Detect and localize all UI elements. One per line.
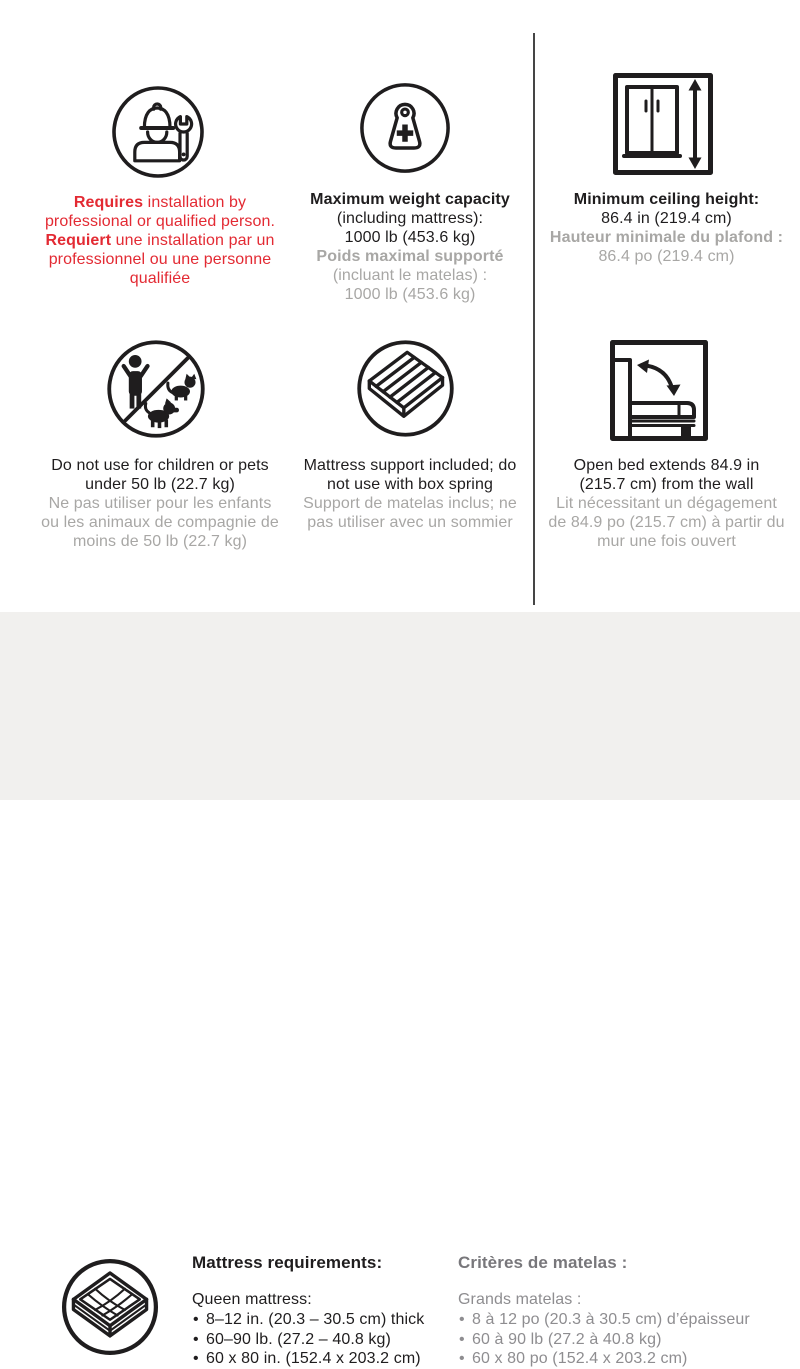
text-line: (incluant le matelas) : bbox=[332, 267, 488, 284]
ceiling-height-en bbox=[535, 190, 798, 228]
text-line: Lit nécessitant un dégagement bbox=[556, 495, 777, 512]
weight-icon bbox=[358, 81, 452, 175]
open-bed-text bbox=[535, 456, 798, 551]
weight-capacity-fr bbox=[285, 247, 535, 304]
text-line: not use with box spring bbox=[327, 476, 493, 493]
installer-icon bbox=[110, 84, 206, 180]
text-line: under 50 lb (22.7 kg) bbox=[85, 476, 235, 493]
mattress-requirements-bullets-en bbox=[192, 1310, 452, 1369]
text-line: Requires installation by bbox=[73, 194, 247, 211]
text-line: Do not use for children or pets bbox=[51, 457, 269, 474]
mattress-support-text bbox=[285, 456, 535, 532]
mattress-requirements-heading-fr: Critères de matelas : bbox=[458, 1253, 628, 1272]
text-line: Poids maximal supporté bbox=[316, 248, 504, 265]
mattress-requirements-heading-en: Mattress requirements: bbox=[192, 1253, 383, 1272]
open-bed-fr bbox=[535, 494, 798, 551]
text-line: qualifiée bbox=[129, 270, 191, 287]
text-line: Open bed extends 84.9 in bbox=[573, 457, 760, 474]
text-line: ou les animaux de compagnie de bbox=[41, 514, 279, 531]
weight-capacity-en bbox=[285, 190, 535, 247]
text-line: • 60 à 90 lb (27.2 à 40.8 kg) bbox=[458, 1330, 793, 1350]
footer-mattress-requirements bbox=[0, 612, 800, 1367]
mattress-requirements-fr bbox=[458, 1253, 793, 1369]
no-children-pets-en bbox=[20, 456, 300, 494]
text-line: 86.4 po (219.4 cm) bbox=[598, 248, 735, 265]
open-bed-en bbox=[535, 456, 798, 494]
mattress-support-en bbox=[285, 456, 535, 494]
ceiling-height-icon bbox=[613, 73, 713, 175]
weight-capacity-text bbox=[285, 190, 535, 304]
open-bed-icon bbox=[610, 340, 708, 441]
mattress-requirements-sub-en: Queen mattress: bbox=[192, 1290, 312, 1308]
text-line: (215.7 cm) from the wall bbox=[579, 476, 754, 493]
no-children-pets-icon bbox=[105, 338, 207, 440]
mattress-requirements-bullets-fr bbox=[458, 1310, 793, 1369]
text-line: Hauteur minimale du plafond : bbox=[549, 229, 784, 246]
mattress-icon bbox=[59, 1256, 161, 1358]
text-line: Maximum weight capacity bbox=[310, 191, 510, 208]
text-line: mur une fois ouvert bbox=[597, 533, 736, 550]
text-line: professional or qualified person. bbox=[44, 213, 276, 230]
text-line: • 60 x 80 in. (152.4 x 203.2 cm) bbox=[192, 1349, 452, 1369]
text-line: Ne pas utiliser pour les enfants bbox=[48, 495, 272, 512]
text-line: de 84.9 po (215.7 cm) à partir du bbox=[548, 514, 785, 531]
text-line: • 8–12 in. (20.3 – 30.5 cm) thick bbox=[192, 1310, 452, 1330]
text-line: • 60–90 lb. (27.2 – 40.8 kg) bbox=[192, 1330, 452, 1350]
text-line: 1000 lb (453.6 kg) bbox=[344, 286, 476, 303]
mattress-requirements-sub-fr: Grands matelas : bbox=[458, 1290, 582, 1308]
text-line: • 8 à 12 po (20.3 à 30.5 cm) d’épaisseur bbox=[458, 1310, 793, 1330]
text-line: professionnel ou une personne bbox=[48, 251, 272, 268]
text-line: Mattress support included; do bbox=[303, 457, 517, 474]
ceiling-height-text bbox=[535, 190, 798, 266]
text-line: moins de 50 lb (22.7 kg) bbox=[72, 533, 248, 550]
text-line: 1000 lb (453.6 kg) bbox=[344, 229, 476, 246]
installation-text bbox=[20, 193, 300, 288]
mattress-support-icon bbox=[355, 338, 456, 439]
text-line: 86.4 in (219.4 cm) bbox=[601, 210, 732, 227]
ceiling-height-fr bbox=[535, 228, 798, 266]
text-line: Requiert une installation par un bbox=[45, 232, 275, 249]
no-children-pets-text bbox=[20, 456, 300, 551]
text-line: (including mattress): bbox=[336, 210, 484, 227]
mattress-support-fr bbox=[285, 494, 535, 532]
text-line: • 60 x 80 po (152.4 x 203.2 cm) bbox=[458, 1349, 793, 1369]
mattress-requirements-en bbox=[192, 1253, 452, 1369]
text-line: Minimum ceiling height: bbox=[573, 191, 760, 208]
no-children-pets-fr bbox=[20, 494, 300, 551]
text-line: pas utiliser avec un sommier bbox=[307, 514, 513, 531]
text-line: Support de matelas inclus; ne bbox=[303, 495, 517, 512]
